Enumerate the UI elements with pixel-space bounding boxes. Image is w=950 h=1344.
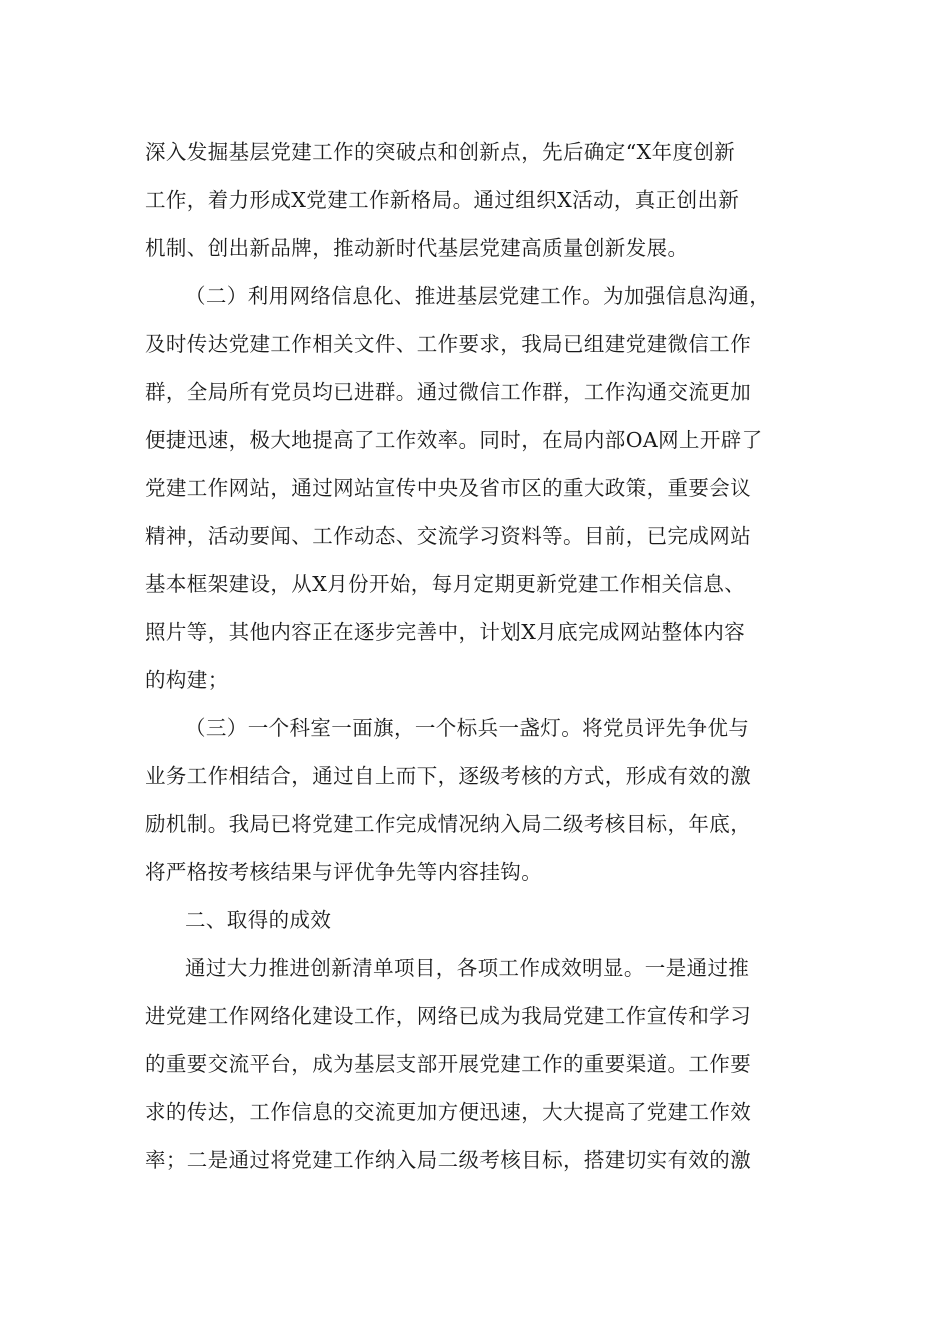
- section-heading-3: （三）一个科室一面旗，一个标兵一盏灯。将党员评先争优与: [185, 716, 750, 740]
- text-line: 求的传达，工作信息的交流更加方便迅速，大大提高了党建工作效: [145, 1100, 752, 1124]
- text-line: 业务工作相结合，通过自上而下，逐级考核的方式，形成有效的激: [145, 764, 752, 788]
- text-line: 机制、创出新品牌，推动新时代基层党建高质量创新发展。: [145, 236, 689, 260]
- text-line: 将严格按考核结果与评优争先等内容挂钩。: [145, 860, 543, 884]
- text-line: 通过大力推进创新清单项目，各项工作成效明显。一是通过推: [185, 956, 750, 980]
- text-line: 基本框架建设，从X月份开始，每月定期更新党建工作相关信息、: [145, 572, 746, 596]
- text-line: 率；二是通过将党建工作纳入局二级考核目标，搭建切实有效的激: [145, 1148, 752, 1172]
- text-line: 精神，活动要闻、工作动态、交流学习资料等。目前，已完成网站: [145, 524, 752, 548]
- text-line: 照片等，其他内容正在逐步完善中，计划X月底完成网站整体内容: [145, 620, 746, 644]
- text-line: 及时传达党建工作相关文件、工作要求，我局已组建党建微信工作: [145, 332, 752, 356]
- text-line: 工作，着力形成X党建工作新格局。通过组织X活动，真正创出新: [145, 188, 740, 212]
- text-line: 深入发掘基层党建工作的突破点和创新点，先后确定“X年度创新: [145, 140, 736, 164]
- section-heading-2: （二）利用网络信息化、推进基层党建工作。为加强信息沟通，: [185, 284, 771, 308]
- text-line: 的重要交流平台，成为基层支部开展党建工作的重要渠道。工作要: [145, 1052, 752, 1076]
- text-line: 党建工作网站，通过网站宣传中央及省市区的重大政策，重要会议: [145, 476, 752, 500]
- text-line: 进党建工作网络化建设工作，网络已成为我局党建工作宣传和学习: [145, 1004, 752, 1028]
- text-line: 励机制。我局已将党建工作完成情况纳入局二级考核目标，年底，: [145, 812, 752, 836]
- chapter-heading: 二、取得的成效: [185, 908, 332, 932]
- text-line: 群，全局所有党员均已进群。通过微信工作群，工作沟通交流更加: [145, 380, 752, 404]
- text-line: 的构建；: [145, 668, 229, 692]
- text-line: 便捷迅速，极大地提高了工作效率。同时，在局内部OA网上开辟了: [145, 428, 763, 452]
